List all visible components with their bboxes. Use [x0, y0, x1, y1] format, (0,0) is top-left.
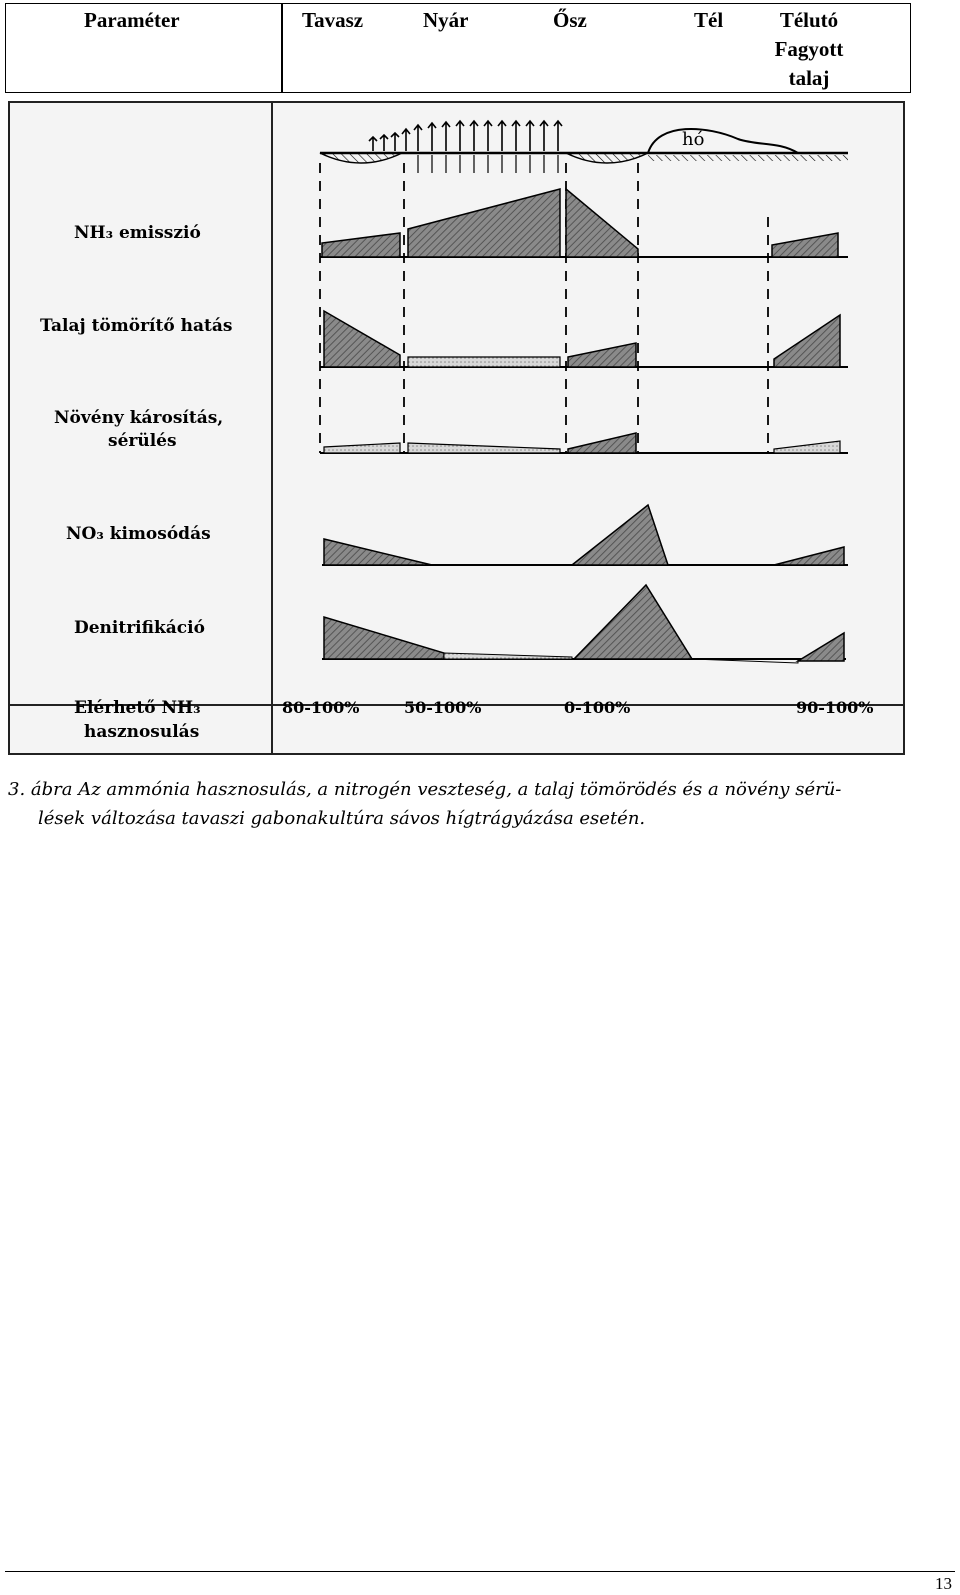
field-illustration	[320, 121, 848, 173]
figure-caption	[8, 775, 948, 833]
footer-rule	[5, 1571, 955, 1572]
header-late-winter	[764, 6, 854, 93]
crop-plants-icon	[369, 121, 562, 151]
header-late-winter-line3: talaj	[788, 66, 830, 90]
nitrogen-diagram	[8, 101, 905, 755]
frozen-soil	[648, 155, 848, 161]
header-late-winter-line1: Télutó	[779, 8, 839, 32]
profile-soil-compaction	[320, 311, 848, 367]
row-label-soil-compaction: Talaj tömörítő hatás	[40, 316, 233, 336]
header-season-autumn: Ősz	[553, 8, 587, 32]
row-label-no3-leaching: NO₃ kimosódás	[66, 524, 211, 544]
utilization-value-autumn: 0-100%	[564, 698, 631, 717]
utilization-value-late-winter: 90-100%	[796, 698, 874, 717]
snow-cover-icon	[648, 129, 798, 153]
slurry-band-autumn	[566, 153, 648, 163]
slurry-band-spring	[320, 153, 402, 163]
utilization-value-summer: 50-100%	[404, 698, 482, 717]
header-season-winter: Tél	[694, 8, 724, 32]
row-label-plant-damage: Növény károsítás,	[54, 408, 224, 428]
snow-label: hó	[682, 129, 705, 150]
header-parameter: Paraméter	[84, 8, 180, 32]
utilization-label: Elérhető NH₃	[74, 698, 201, 718]
profile-no3-leaching	[322, 505, 848, 565]
profile-denitrification	[322, 585, 846, 663]
header-late-winter-line2: Fagyott	[774, 37, 844, 61]
utilization-label-2: hasznosulás	[84, 722, 200, 742]
header-season-summer: Nyár	[423, 8, 469, 32]
page-number: 13	[935, 1574, 952, 1593]
header-season-spring: Tavasz	[302, 8, 364, 32]
row-label-plant-damage-2: sérülés	[108, 431, 177, 451]
header-column-divider	[281, 4, 283, 92]
caption-line-2: lések változása tavaszi gabonakultúra sávos hígtrágyázása esetén.	[38, 808, 646, 829]
utilization-value-spring: 80-100%	[282, 698, 360, 717]
season-header-table	[5, 3, 911, 93]
row-label-denitrification: Denitrifikáció	[74, 618, 205, 638]
caption-line-1: 3. ábra Az ammónia hasznosulás, a nitrogén veszteség, a talaj tömörödés és a növény sérü-	[8, 779, 842, 800]
roots-icon	[418, 155, 558, 173]
row-label-nh3-emission: NH₃ emisszió	[74, 223, 201, 243]
